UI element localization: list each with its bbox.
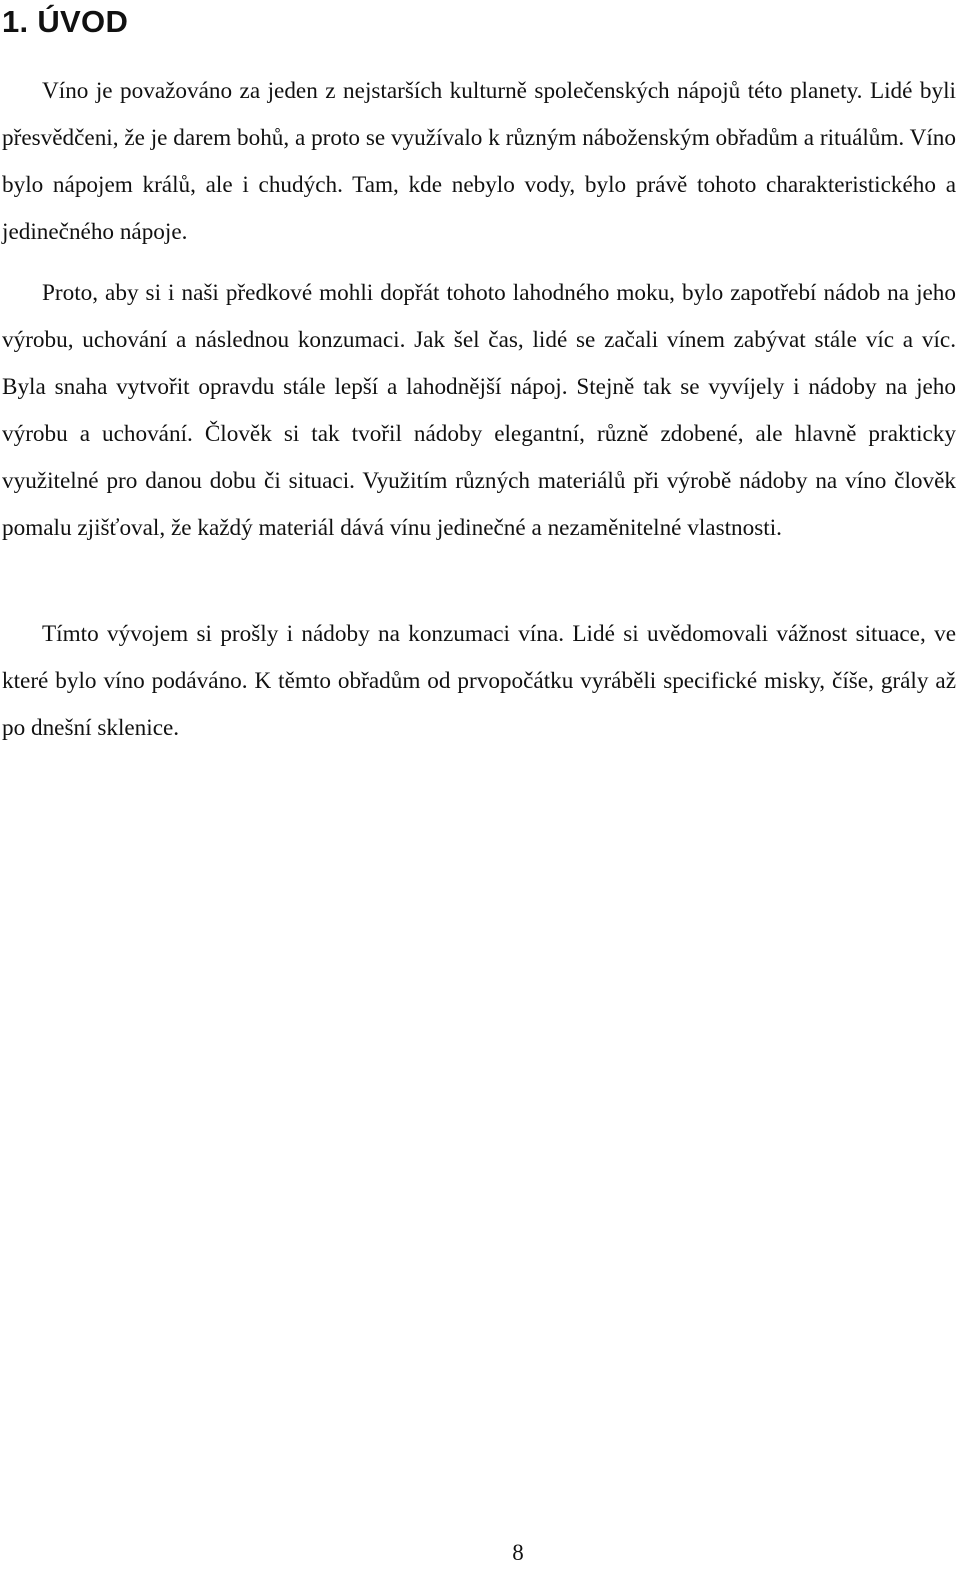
paragraph-3: Tímto vývojem si prošly i nádoby na konzumaci vína. Lidé si uvědomovali vážnost situace, ve které bylo víno podáváno. K těmto obřadům od prvopočátku vyráběli specifické misky, číše, grály až po dnešní sklenice. [2, 621, 956, 741]
page-number: 8 [512, 1540, 524, 1565]
paragraph-1: Víno je považováno za jeden z nejstarších kulturně společenských nápojů této planety. Lidé byli přesvědčeni, že je darem bohů, a proto se využívalo k různým náboženským obřadům a rituálům. Víno bylo nápojem králů, ale i chudých. Tam, kde nebylo vody, bylo právě tohoto charakteristického a jedinečného nápoje. [2, 78, 956, 245]
paragraph-2: Proto, aby si i naši předkové mohli dopřát tohoto lahodného moku, bylo zapotřebí nádob na jeho výrobu, uchování a následnou konzumaci. Jak šel čas, lidé se začali vínem zabývat stále víc a víc. Byla snaha vytvořit opravdu stále lepší a lahodnější nápoj. Stejně tak se vyvíjely i nádoby na jeho výrobu a uchování. Člověk si tak tvořil nádoby elegantní, různě zdobené, ale hlavně prakticky využitelné pro danou dobu či situaci. Využitím různých materiálů při výrobě nádoby na víno člověk pomalu zjišťoval, že každý materiál dává vínu jedinečné a nezaměnitelné vlastnosti. [2, 280, 956, 541]
chapter-heading: 1. ÚVOD [2, 4, 129, 39]
